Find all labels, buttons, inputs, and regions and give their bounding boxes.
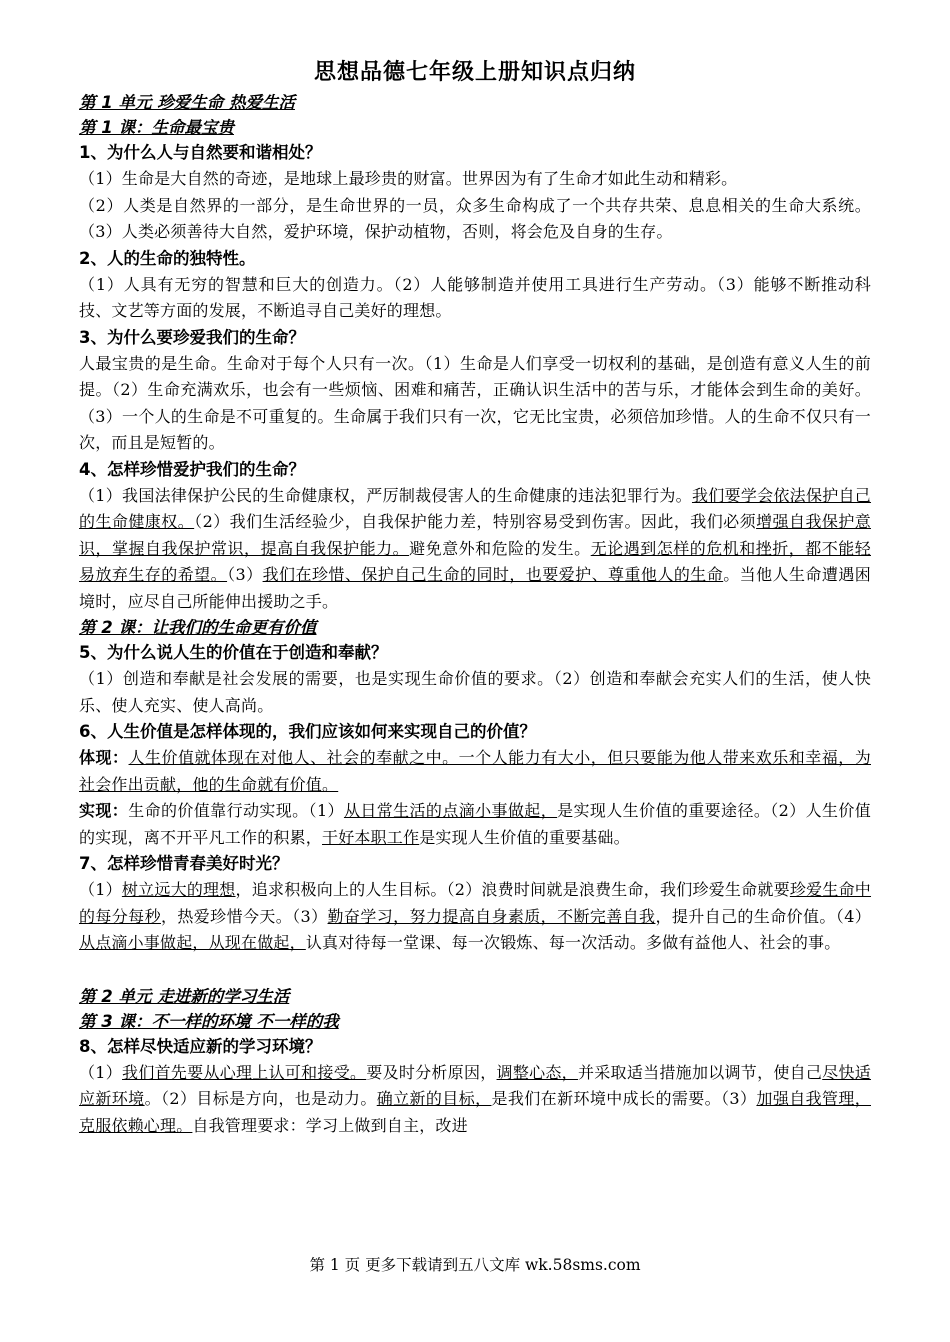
document-title: 思想品德七年级上册知识点归纳 [313,60,636,85]
answer-6-text: 生命的价值靠行动实现。（1） [128,801,344,820]
answer-4-underline: 无论遇到怎样的危机和挫折，都不能轻易放弃生存的希望。 [79,538,871,584]
answer-7-text: ，热爱珍惜今天。（3） [160,906,328,926]
answer-7-underline: 珍爱生命中的每分每秒 [79,880,872,926]
question-8: 8、怎样尽快适应新的学习环境？ [79,1036,322,1056]
answer-6-realize [79,798,871,851]
unit-1-heading: 第 1 单元 珍爱生命 热爱生活 [79,93,295,112]
answer-8-underline: 尽快适应新环境 [79,1062,871,1108]
question-3: 3、为什么要珍爱我们的生命？ [79,327,305,347]
answer-7-underline: 树立远大的理想 [121,880,236,899]
question-4: 4、怎样珍惜爱护我们的生命？ [79,459,305,479]
answer-7-text: 认真对待每一堂课、每一次锻炼、每一次活动。多做有益他人、社会的事。 [305,933,841,952]
answer-7-text: ，追求积极向上的人生目标。（2）浪费时间就是浪费生命，我们珍爱生命就要 [235,880,790,899]
answer-8-text: 自我管理要求：学习上做到自主，改进 [192,1115,468,1135]
answer-6-label-embody: 体现： [79,748,129,767]
question-7: 7、怎样珍惜青春美好时光？ [79,854,289,873]
document-page [79,58,871,1139]
answer-1-para-1: （1）生命是大自然的奇迹，是地球上最珍贵的财富。世界因为有了生命才如此生动和精彩。 [79,169,738,188]
answer-8-underline: 调整心态， [496,1062,578,1082]
lesson-3-heading: 第 3 课：不一样的环境 不一样的我 [79,1011,339,1031]
answer-8-text: （1） [79,1062,123,1082]
question-5: 5、为什么说人生的价值在于创造和奉献？ [79,643,388,662]
answer-2-para-1: （1）人具有无穷的智慧和巨大的创造力。（2）人能够制造并使用工具进行生产劳动。（3）能够不断推动科技、文艺等方面的发展，不断追寻自己美好的理想。 [79,274,871,320]
page-footer: 第 1 页 更多下载请到五八文库 wk.58sms.com [309,1256,641,1274]
answer-8-text: 。（2）目标是方向，也是动力。 [144,1089,377,1108]
answer-7-underline: 勤奋学习，努力提高自身素质，不断完善自我 [327,906,656,926]
answer-7-text: （1） [79,880,122,899]
answer-6-underline: 干好本职工作 [322,827,420,847]
answer-6-underline: 从日常生活的点滴小事做起， [343,801,558,820]
unit-2-heading: 第 2 单元 走进新的学习生活 [79,986,290,1006]
answer-4-text: 。当他人生命遭遇困境时，应尽自己所能伸出援助之手。 [79,565,871,611]
answer-1-para-2: （2）人类是自然界的一部分，是生命世界的一员，众多生命构成了一个共存共荣、息息相关的生命大系统。（3）人类必须善待大自然，爱护环境，保护动植物，否则，将会危及自身的生存。 [79,195,871,241]
answer-8-text: 是我们在新环境中成长的需要。（3） [491,1089,757,1108]
answer-3-para-1: 人最宝贵的是生命。生命对于每个人只有一次。（1）生命是人们享受一切权利的基础，是创造有意义人生的前提。（2）生命充满欢乐，也会有一些烦恼、困难和痛苦，正确认识生活中的苦与乐，才能体会到生命的美好。（3）一个人的生命是不可重复的。生命属于我们只有一次，它无比宝贵，必须倍加珍惜。人的生命不仅只有一次，而且是短暂的。 [79,353,871,452]
answer-4-para [79,483,871,616]
answer-4-underline: 增强自我保护意识，掌握自我保护常识，提高自我保护能力。 [79,512,871,558]
answer-8-underline: 我们首先要从心理上认可和接受。 [122,1062,367,1082]
section-spacer [79,957,871,984]
answer-8-para [79,1060,871,1140]
answer-8-text: 要及时分析原因， [366,1062,497,1082]
answer-6-underline: 人生价值就体现在对他人、社会的奉献之中。一个人能力有大小，但只要能为他人带来欢乐和幸福，为社会作出贡献，他的生命就有价值。 [79,748,871,794]
answer-5-para-1: （1）创造和奉献是社会发展的需要，也是实现生命价值的要求。（2）创造和奉献会充实人们的生活，使人快乐、使人充实、使人高尚。 [79,669,871,715]
question-2: 2、人的生命的独特性。 [79,248,256,268]
lesson-1-heading: 第 1 课：生命最宝贵 [79,118,234,137]
answer-8-underline: 确立新的目标， [376,1089,492,1108]
lesson-2-heading: 第 2 课：让我们的生命更有价值 [79,618,317,637]
answer-8-text: 并采取适当措施加以调节，使自己 [577,1062,823,1082]
answer-4-text: （2）我们生活经验少，自我保护能力差，特别容易受到伤害。因此，我们必须 [194,512,757,531]
answer-4-underline: 我们在珍惜、保护自己生命的同时，也要爱护、尊重他人的生命 [262,565,724,584]
answer-4-text: （1）我国法律保护公民的生命健康权，严厉制裁侵害人的生命健康的违法犯罪行为。 [79,485,692,505]
answer-4-text: （3） [227,565,263,584]
answer-6-label-realize: 实现： [79,801,129,820]
question-1: 1、为什么人与自然要和谐相处？ [79,143,322,162]
answer-7-para [79,877,871,957]
answer-4-text: 避免意外和危险的发生。 [409,538,591,558]
answer-8-underline: 加强自我管理，克服依赖心理。 [79,1089,871,1135]
answer-7-text: ，提升自己的生命价值。（4） [655,906,871,926]
answer-6-embody [79,745,871,798]
answer-7-underline: 从点滴小事做起，从现在做起， [79,933,306,952]
answer-6-text: 是实现人生价值的重要途径。（2）人生价值的实现，离不开平凡工作的积累， [79,801,872,847]
answer-6-text: 是实现人生价值的重要基础。 [419,827,630,847]
question-6: 6、人生价值是怎样体现的，我们应该如何来实现自己的价值？ [79,722,536,741]
answer-4-underline: 我们要学会依法保护自己的生命健康权。 [79,485,872,531]
